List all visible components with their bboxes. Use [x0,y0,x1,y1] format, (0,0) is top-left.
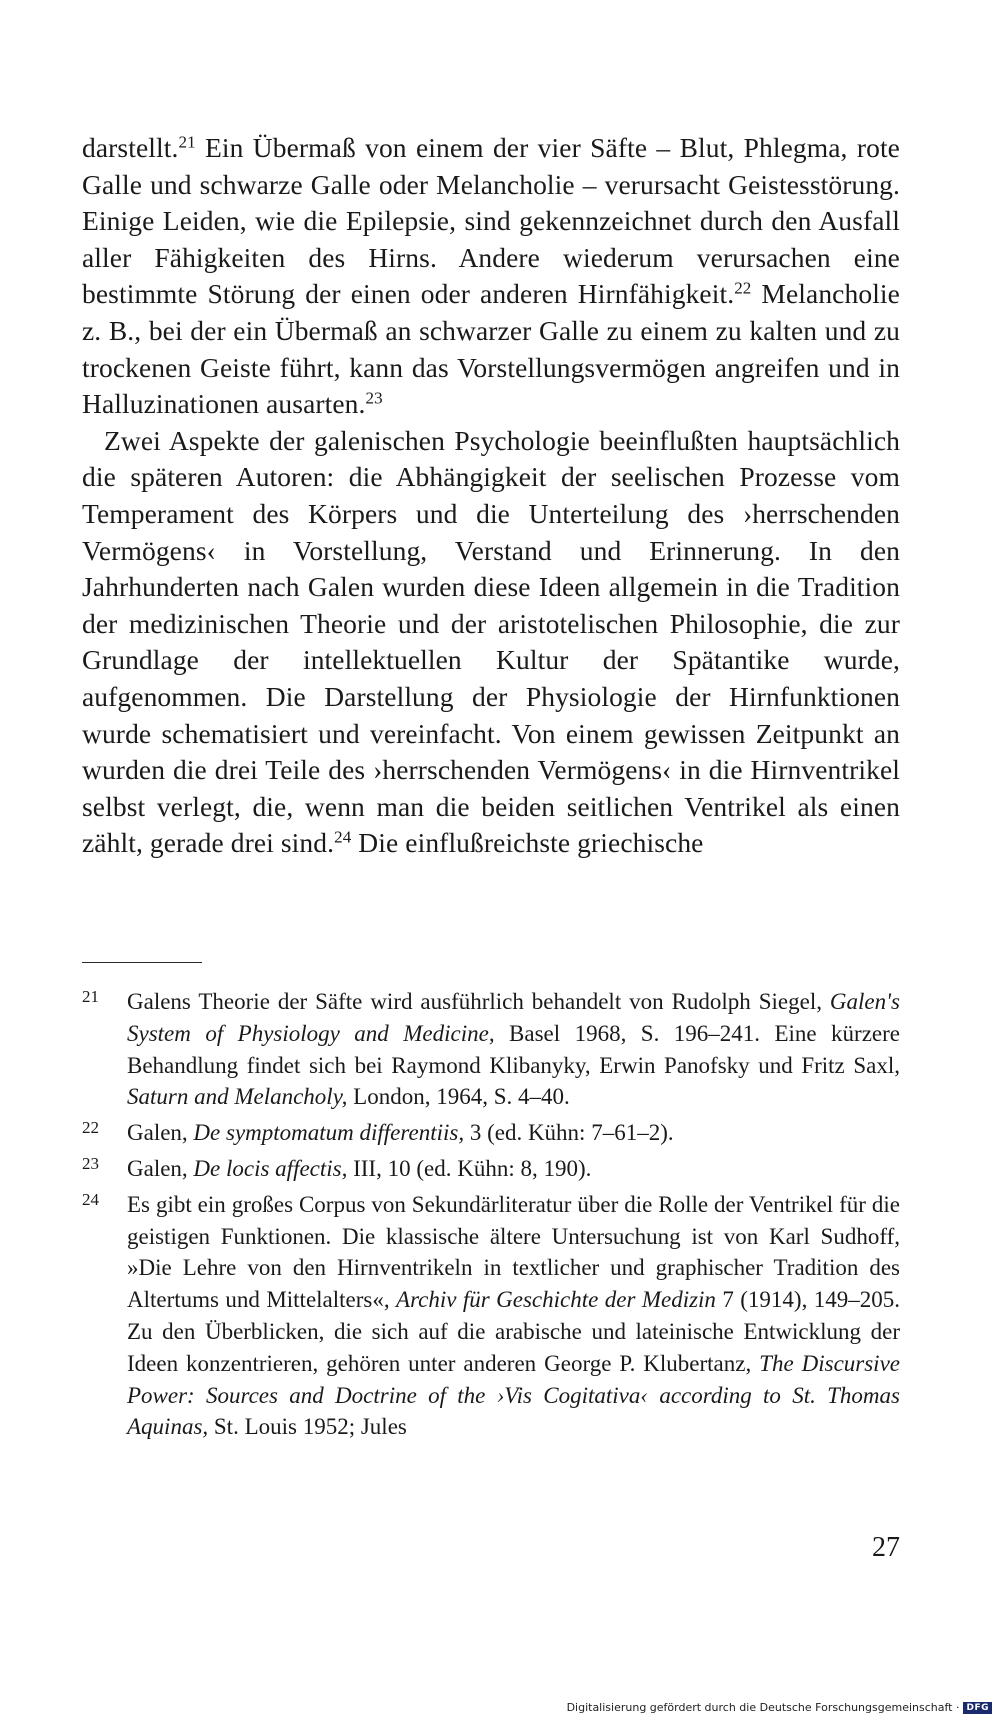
italic-title: De locis affectis, [193,1155,348,1181]
text-run: Galen, [127,1155,194,1181]
text-run: Melancholie z. B., bei der ein Übermaß an schwarzer Galle zu einem zu kalten und zu trockenen Geiste führt, kann das Vorstellungsvermögen angreifen und in Halluzinationen ausarten. [82,278,900,420]
italic-title: The Discursive Power: Sources and Doctrine of the ›Vis Cogitativa‹ according to St. Thomas Aquinas, [127,1350,900,1440]
footnote-text [127,1189,900,1443]
footnote-ref-24: 24 [334,827,352,847]
footnote-number: 22 [82,1118,99,1138]
paragraph [82,130,900,423]
text-run: darstellt. [82,132,179,163]
footnote-divider [82,962,202,963]
text-run: London, 1964, S. 4–40. [347,1084,570,1110]
paragraph [82,423,900,862]
text-run: Ein Übermaß von einem der vier Säfte – Blut, Phlegma, rote Galle und schwarze Galle oder Melancholie – verursacht Geistesstörung. Einige Leiden, wie die Epilepsie, sind gekennzeichnet durch den Ausfall aller Fähigkeiten des Hirns. Andere wiederum verursachen eine bestimmte Störung der einen oder anderen Hirnfähigkeit. [82,132,900,310]
text-run: Die einflußreichste griechische [351,827,704,859]
footnote-number: 23 [82,1153,99,1173]
text-run: Zwei Aspekte der galenischen Psychologie beeinflußten hauptsächlich die späteren Autoren: die Abhängigkeit der seelischen Prozesse vom Temperament des Körpers und die Unterteilung des ›herrschenden Vermögens‹ in Vorstellung, Verstand und Erinnerung. In den Jahrhunderten nach Galen wurden diese Ideen allgemein in die Tradition der medizinischen Theorie und der aristotelischen Philosophie, die zur Grundlage der intellektuellen Kultur der Spätantike wurde, aufgenommen. Die Darstellung der Physiologie der Hirnfunktionen wurde schematisiert und vereinfacht. Von einem gewissen Zeitpunkt an wurden die drei Teile des ›herrschenden Vermögens‹ in die Hirnventrikel selbst verlegt, die, wenn man die beiden seitlichen Ventrikel als einen zählt, gerade drei sind. [82,424,900,859]
footnote-ref-21: 21 [178,132,196,152]
italic-title: De symptomatum differentiis, [193,1120,465,1146]
text-run: 3 (ed. Kühn: 7–61–2). [464,1120,674,1146]
text-run: 7 (1914), 149–205. Zu den Überblicken, die sich auf die arabische und lateinische Entwicklung der Ideen konzentrieren, gehören unter anderen George P. Klubertanz, [127,1287,901,1376]
footnote-number: 21 [82,987,99,1006]
credit-text: Digitalisierung gefördert durch die Deutsche Forschungsgemeinschaft · [566,1701,960,1714]
main-text [82,130,900,862]
text-run: Basel 1968, S. 196–241. Eine kürzere Behandlung findet sich bei Raymond Klibanyky, Erwin Panofsky und Fritz Saxl, [127,1020,901,1078]
dfg-logo-icon: DFG [963,1702,992,1714]
footnote-text [127,1117,900,1149]
footnote-23 [82,1153,900,1185]
italic-title: Saturn and Melancholy, [127,1084,348,1110]
digitization-credit [567,1701,992,1714]
footnote-text [127,1153,900,1185]
italic-title: Galen's System of Physiology and Medicine, [127,989,900,1046]
italic-title: Archiv für Geschichte der Medizin [396,1287,716,1313]
footnote-22 [82,1117,900,1149]
text-run: Galens Theorie der Säfte wird ausführlich behandelt von Rudolph Siegel, [127,989,830,1014]
footnote-ref-22: 22 [734,279,752,298]
footnote-ref-23: 23 [365,388,383,408]
footnotes [82,986,900,1447]
footnote-21 [82,986,900,1113]
text-run: St. Louis 1952; Jules [208,1414,407,1440]
footnote-number: 24 [82,1189,99,1209]
page-number: 27 [872,1532,900,1563]
text-run: Galen, [127,1120,194,1146]
text-run: III, 10 (ed. Kühn: 8, 190). [347,1155,592,1181]
footnote-24 [82,1189,900,1443]
footnote-text [127,986,900,1113]
text-run: Es gibt ein großes Corpus von Sekundärliteratur über die Rolle der Ventrikel für die geistigen Funktionen. Die klassische ältere Untersuchung ist von Karl Sudhoff, »Die Lehre von den Hirnventrikeln in textlicher und graphischer Tradition des Altertums und Mittelalters«, [127,1191,900,1313]
